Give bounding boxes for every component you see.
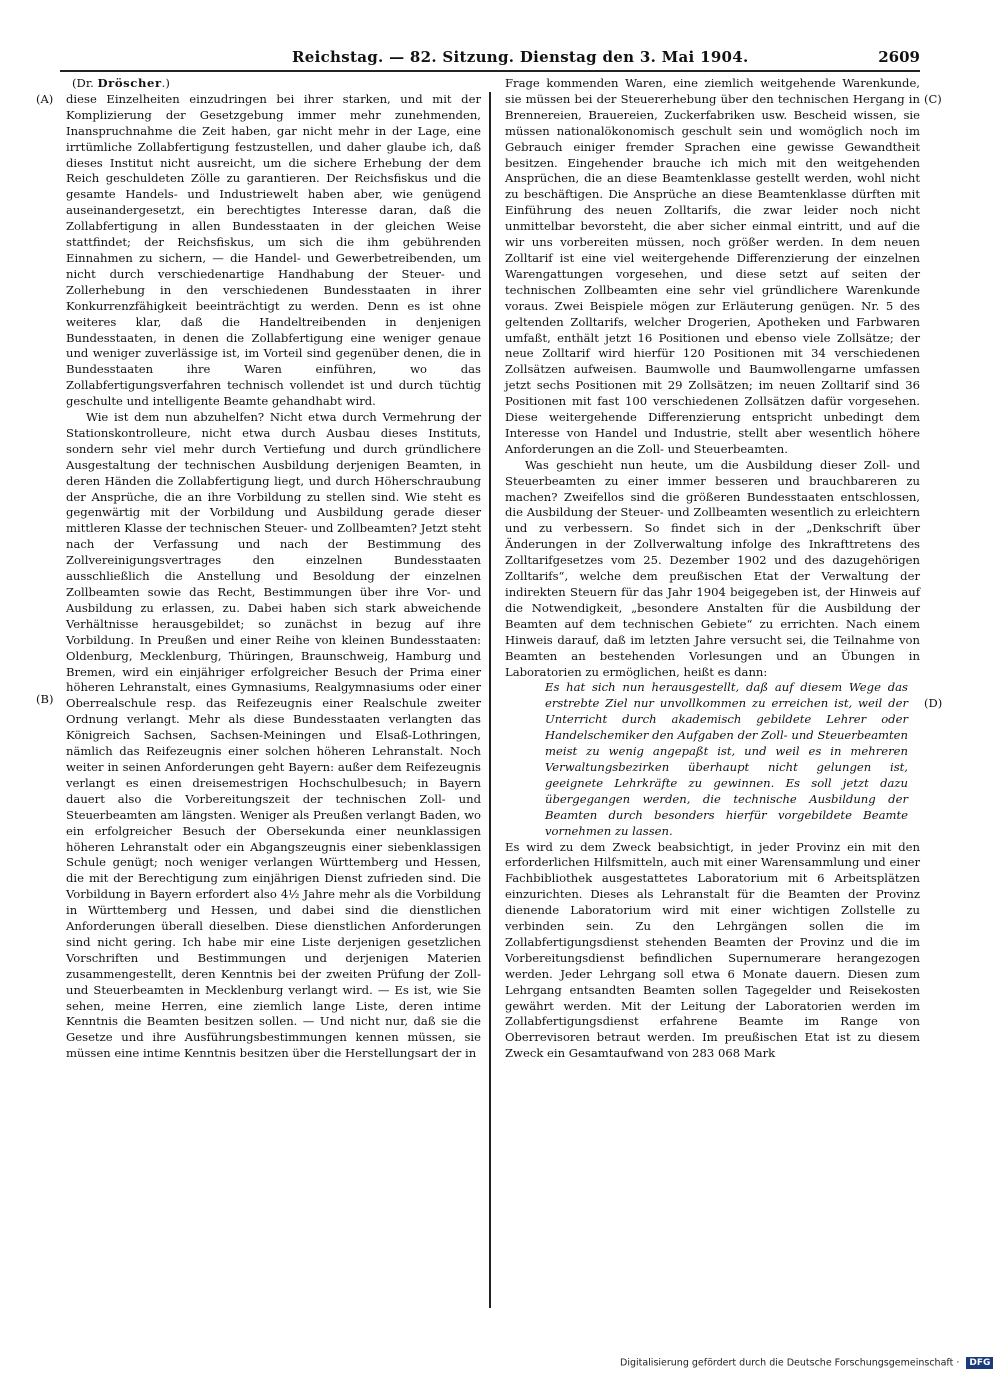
margin-marker-b: (B): [36, 692, 54, 706]
speaker-name: Dröscher: [97, 76, 162, 90]
left-column: [66, 76, 481, 1062]
footer-text: Digitalisierung gefördert durch die Deutsche Forschungsgemeinschaft ·: [620, 1357, 960, 1369]
header-rule: [60, 70, 920, 72]
margin-marker-a: (A): [36, 92, 54, 106]
margin-marker-d: (D): [924, 696, 943, 710]
right-paragraph-1: Frage kommenden Waren, eine ziemlich weitgehende Warenkunde, sie müssen bei der Steuererhebung über den technischen Hergang in Brennereien, Brauereien, Zuckerfabriken usw. Bescheid wissen, sie müssen nationalökonomisch geschult sein und womöglich noch im Gebrauch einiger fremder Sprachen eine gewisse Gewandtheit besitzen. Eingehender brauche ich mich mit den weitgehenden Ansprüchen, die an diese Beamtenklasse gestellt werden, wohl nicht zu beschäftigen. Die Ansprüche an diese Beamtenklasse dürften mit Einführung des neuen Zolltarifs, die zwar leider noch nicht unmittelbar bevorsteht, die aber sicher einmal eintritt, und auf die wir uns vorbereiten müssen, noch größer werden. In dem neuen Zolltarif ist eine viel weitergehende Differenzierung der einzelnen Warengattungen vorgesehen, und diese setzt auf seiten der technischen Zollbeamten eine sehr viel gründlichere Warenkunde voraus. Zwei Beispiele mögen zur Erläuterung genügen. Nr. 5 des geltenden Zolltarifs, welcher Drogerien, Apotheken und Farbwaren umfaßt, enthält jetzt 16 Positionen und ebenso viele Zollsätze; der neue Zolltarif wird hierfür 120 Positionen mit 34 verschiedenen Zollsätzen aufweisen. Baumwolle und Baumwollengarne umfassen jetzt sechs Positionen mit 29 Zollsätzen; im neuen Zolltarif sind 36 Positionen mit fast 100 verschiedenen Zollsätzen dafür vorgesehen. Diese weitergehende Differenzierung entspricht unbedingt dem Interesse von Handel und Industrie, stellt aber wesentlich höhere Anforderungen an die Zoll- und Steuerbeamten.: [505, 76, 920, 456]
column-divider: [489, 92, 491, 1308]
speaker-open: (Dr.: [72, 76, 94, 90]
left-paragraph-1: diese Einzelheiten einzudringen bei ihrer starken, und mit der Komplizierung der Gesetzgebung immer mehr zunehmenden, Inanspruchnahme die Zeit haben, gar nicht mehr in der Lage, eine irrtümliche Zollabfertigung festzustellen, und daher glaube ich, daß dieses Institut nicht ausreicht, um die sichere Erhebung der dem Reich geschuldeten Zölle zu garantieren. Der Reichsfiskus und die gesamte Handels- und Industriewelt haben aber, wie genügend auseinandergesetzt, ein berechtigtes Interesse daran, daß die Zollabfertigung in allen Bundesstaaten in der gleichen Weise stattfindet; der Reichsfiskus, um sich die ihm gebührenden Einnahmen zu sichern, — die Handel- und Gewerbetreibenden, um nicht durch verschiedenartige Handhabung der Steuer- und Zollerhebung in den verschiedenen Bundesstaaten in ihrer Konkurrenzfähigkeit beeinträchtigt zu werden. Denn es ist ohne weiteres klar, daß die Handeltreibenden in denjenigen Bundesstaaten, in denen die Zollabfertigung eine weniger genaue und weniger zuverlässige ist, im Vorteil sind gegenüber denen, die in Bundesstaaten ihre Waren einführen, wo das Zollabfertigungsverfahren technisch vollendet ist und durch tüchtig geschulte und intelligente Beamte gehandhabt wird.: [66, 91, 481, 409]
page-number: 2609: [878, 48, 920, 66]
footer: [620, 1357, 993, 1369]
right-paragraph-2: Was geschieht nun heute, um die Ausbildung dieser Zoll- und Steuerbeamten zu einer immer besseren und brauchbareren zu machen? Zweifellos sind die größeren Bundesstaaten entschlossen, die Ausbildung der Steuer- und Zollbeamten wesentlich zu erleichtern und zu verbessern. So findet sich in der „Denkschrift über Änderungen in der Zollverwaltung infolge des Inkrafttretens des Zolltarifgesetzes vom 25. Dezember 1902 und des dazugehörigen Zolltarifs“, welche dem preußischen Etat der Verwaltung der indirekten Steuern für das Jahr 1904 beigegeben ist, der Hinweis auf die Notwendigkeit, „besondere Anstalten für die Ausbildung der Beamten auf dem technischen Gebiete“ zu errichten. Nach einem Hinweis darauf, daß im letzten Jahre versucht sei, die Teilnahme von Beamten an bestehenden Vorlesungen und an Übungen in Laboratorien zu ermöglichen, heißt es dann:: [505, 457, 920, 679]
page-header: [60, 44, 920, 70]
right-paragraph-3: Es wird zu dem Zweck beabsichtigt, in jeder Provinz ein mit den erforderlichen Hilfsmitteln, auch mit einer Warensammlung und einer Fachbibliothek ausgestattetes Laboratorium mit 6 Arbeitsplätzen einzurichten. Dieses als Lehranstalt für die Beamten der Provinz dienende Laboratorium wird mit einer wichtigen Zollstelle zu verbinden sein. Zu den Lehrgängen sollen die im Zollabfertigungsdienst stehenden Beamten der Provinz und die im Vorbereitungsdienst befindlichen Supernumerare herangezogen werden. Jeder Lehrgang soll etwa 6 Monate dauern. Diesen zum Lehrgang entsandten Beamten sollen Tagegelder und Reisekosten gewährt werden. Mit der Leitung der Laboratorien werden im Zollabfertigungsdienst erfahrene Beamte im Range von Oberrevisoren betraut werden. Im preußischen Etat ist zu diesem Zweck ein Gesamtaufwand von 283 068 Mark: [505, 839, 920, 1061]
dfg-logo: DFG: [966, 1357, 993, 1369]
speaker-label: [66, 76, 481, 92]
page-title: Reichstag. — 82. Sitzung. Dienstag den 3. Mai 1904.: [292, 48, 749, 66]
margin-marker-c: (C): [924, 92, 942, 106]
right-quote: Es hat sich nun herausgestellt, daß auf diesem Wege das erstrebte Ziel nur unvollkommen zu erreichen ist, weil der Unterricht durch akademisch gebildete Lehrer oder Handelschemiker den Aufgaben der Zoll- und Steuerbeamten meist zu wenig angepaßt ist, und weil es in mehreren Verwaltungsbezirken überhaupt nicht gelungen ist, geeignete Lehrkräfte zu gewinnen. Es soll jetzt dazu übergegangen werden, die technische Ausbildung der Beamten durch besonders hierfür vorgebildete Beamte vornehmen zu lassen.: [545, 680, 908, 838]
left-paragraph-2: Wie ist dem nun abzuhelfen? Nicht etwa durch Vermehrung der Stationskontrolleure, nicht etwa durch Ausbau dieses Instituts, sondern sehr viel mehr durch Vertiefung und durch gründlichere Ausgestaltung der technischen Ausbildung derjenigen Beamten, in deren Händen die Zollabfertigung liegt, und durch Höherschraubung der Ansprüche, die an ihre Vorbildung zu stellen sind. Wie steht es gegenwärtig mit der Vorbildung und Ausbildung gerade dieser mittleren Klasse der technischen Steuer- und Zollbeamten? Jetzt steht nach der Verfassung und nach der Bestimmung des Zollvereinigungsvertrages den einzelnen Bundesstaaten ausschließlich die Anstellung und Besoldung der einzelnen Zollbeamten sowie das Recht, Bestimmungen über ihre Vor- und Ausbildung zu erlassen, zu. Dabei haben sich stark abweichende Verhältnisse herausgebildet; so zunächst in bezug auf ihre Vorbildung. In Preußen und einer Reihe von kleinen Bundesstaaten: Oldenburg, Mecklenburg, Thüringen, Braunschweig, Hamburg und Bremen, wird ein einjähriger erfolgreicher Besuch der Prima einer höheren Lehranstalt, eines Gymnasiums, Realgymnasiums oder einer Oberrealschule resp. das Reifezeugnis einer Realschule zweiter Ordnung verlangt. Mehr als diese Bundesstaaten verlangten das Königreich Sachsen, Sachsen-Meiningen und Elsaß-Lothringen, nämlich das Reifezeugnis einer solchen höheren Lehranstalt. Noch weiter in seinen Anforderungen geht Bayern: außer dem Reifezeugnis verlangt es einen dreisemestrigen Hochschulbesuch; in Bayern dauert also die Vorbereitungszeit der technischen Zoll- und Steuerbeamten am längsten. Weniger als Preußen verlangt Baden, wo ein erfolgreicher Besuch der Obersekunda einer neunklassigen höheren Lehranstalt oder ein Abgangszeugnis einer siebenklassigen Schule genügt; noch weniger verlangen Württemberg und Hessen, die mit der Berechtigung zum einjährigen Dienst zufrieden sind. Die Vorbildung in Bayern erfordert also 4½ Jahre mehr als die Vorbildung in Württemberg und Hessen, und dabei sind die dienstlichen Anforderungen überall dieselben. Diese dienstlichen Anforderungen sind nicht gering. Ich habe mir eine Liste derjenigen gesetzlichen Vorschriften und Bestimmungen und derjenigen Materien zusammengestellt, deren Kenntnis bei der zweiten Prüfung der Zoll- und Steuerbeamten in Mecklenburg verlangt wird. — Es ist, wie Sie sehen, meine Herren, eine ziemlich lange Liste, deren intime Kenntnis die Beamten besitzen sollen. — Und nicht nur, daß sie die Gesetze und ihre Ausführungsbestimmungen kennen müssen, sie müssen eine intime Kenntnis besitzen über die Herstellungsart der in: [66, 410, 481, 1061]
speaker-close: .): [161, 76, 170, 90]
right-column: [505, 76, 920, 1062]
